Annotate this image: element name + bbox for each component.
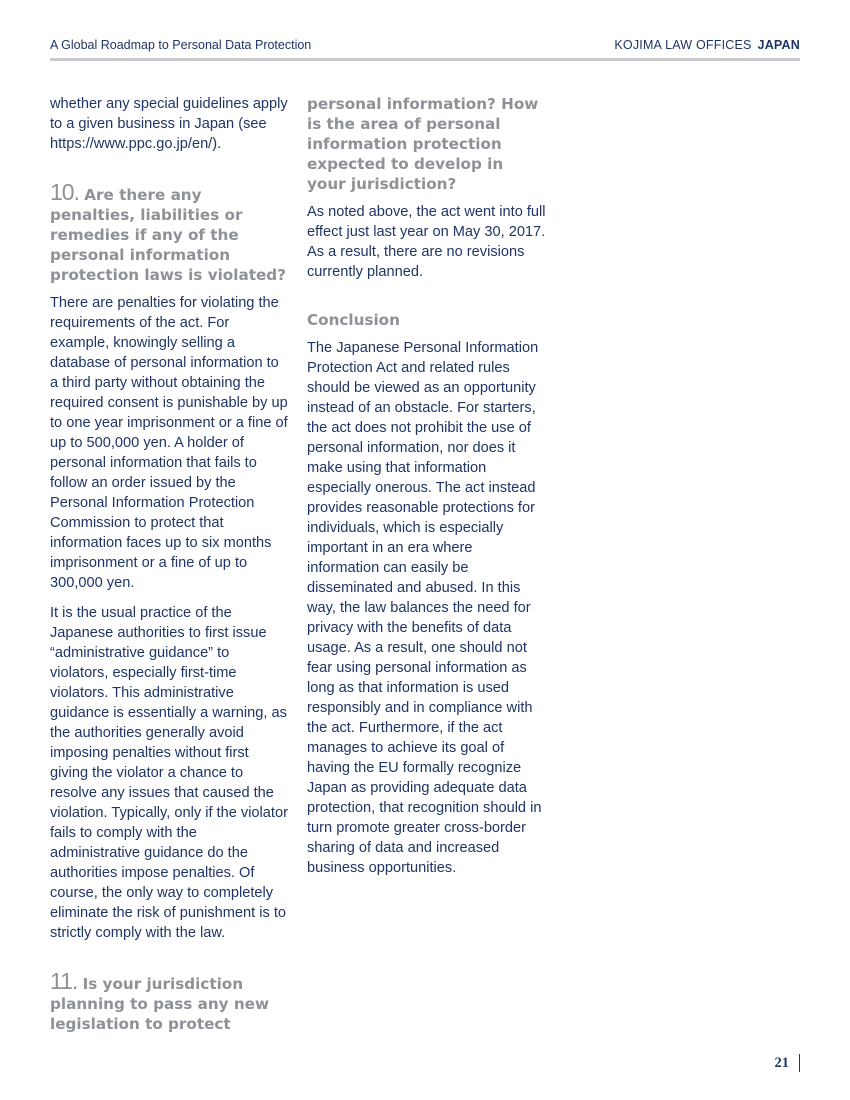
question-11-heading-continued: personal information? How is the area of personal information protection expected to develop in your jurisdiction? — [307, 95, 539, 193]
conclusion-heading: Conclusion — [307, 311, 400, 329]
publication-title: A Global Roadmap to Personal Data Protection — [50, 38, 312, 52]
firm-name: KOJIMA LAW OFFICES — [614, 38, 752, 52]
question-11-title: Is your jurisdiction planning to pass any new legislation to protect — [50, 975, 269, 1033]
left-column — [50, 94, 290, 1042]
question-11-number: 11. — [50, 968, 78, 994]
country-name: JAPAN — [757, 38, 800, 52]
firm-label — [614, 38, 800, 52]
question-11-answer: As noted above, the act went into full effect just last year on May 30, 2017. As a result, there are no revisions currently planned. — [307, 204, 546, 280]
conclusion-paragraph: The Japanese Personal Information Protection Act and related rules should be viewed as an opportunity instead of an obstacle. For starters, the act does not prohibit the use of personal information, nor does it make using that information especially onerous. The act instead provides reasonable protections for individuals, which is especially important in an era where information can easily be disseminated and abused. In this way, the law balances the need for privacy with the benefits of data usage. As a result, one should not fear using personal information as long as that information is used responsibly and in compliance with the act. Furthermore, if the act manages to achieve its goal of having the EU formally recognize Japan as providing adequate data protection, that recognition should in turn promote greater cross-border sharing of data and increased business opportunities. — [307, 340, 542, 876]
question-11-heading — [50, 968, 290, 1034]
question-10-heading — [50, 179, 290, 285]
right-column — [307, 94, 547, 888]
intro-paragraph: whether any special guidelines apply to a given business in Japan (see https://www.ppc.go.jp/en/). — [50, 96, 288, 152]
question-10-paragraph-1: There are penalties for violating the requirements of the act. For example, knowingly selling a database of personal information to a third party without obtaining the required consent is punishable by up to one year imprisonment or a fine of up to 500,000 yen. A holder of personal information that fails to follow an order issued by the Personal Information Protection Commission to protect that information faces up to six months imprisonment or a fine of up to 300,000 yen. — [50, 295, 288, 591]
page-number: 21 — [775, 1054, 801, 1072]
page-header — [50, 36, 800, 61]
question-10-title: Are there any penalties, liabilities or remedies if any of the personal information protection laws is violated? — [50, 186, 286, 284]
question-10-number: 10. — [50, 179, 79, 205]
question-10-paragraph-2: It is the usual practice of the Japanese authorities to first issue “administrative guidance” to violators, especially first-time violators. This administrative guidance is essentially a warning, as the authorities generally avoid imposing penalties without first giving the violator a chance to resolve any issues that caused the violation. Typically, only if the violator fails to comply with the administrative guidance do the authorities impose penalties. Of course, the only way to completely eliminate the risk of punishment is to strictly comply with the law. — [50, 605, 288, 941]
